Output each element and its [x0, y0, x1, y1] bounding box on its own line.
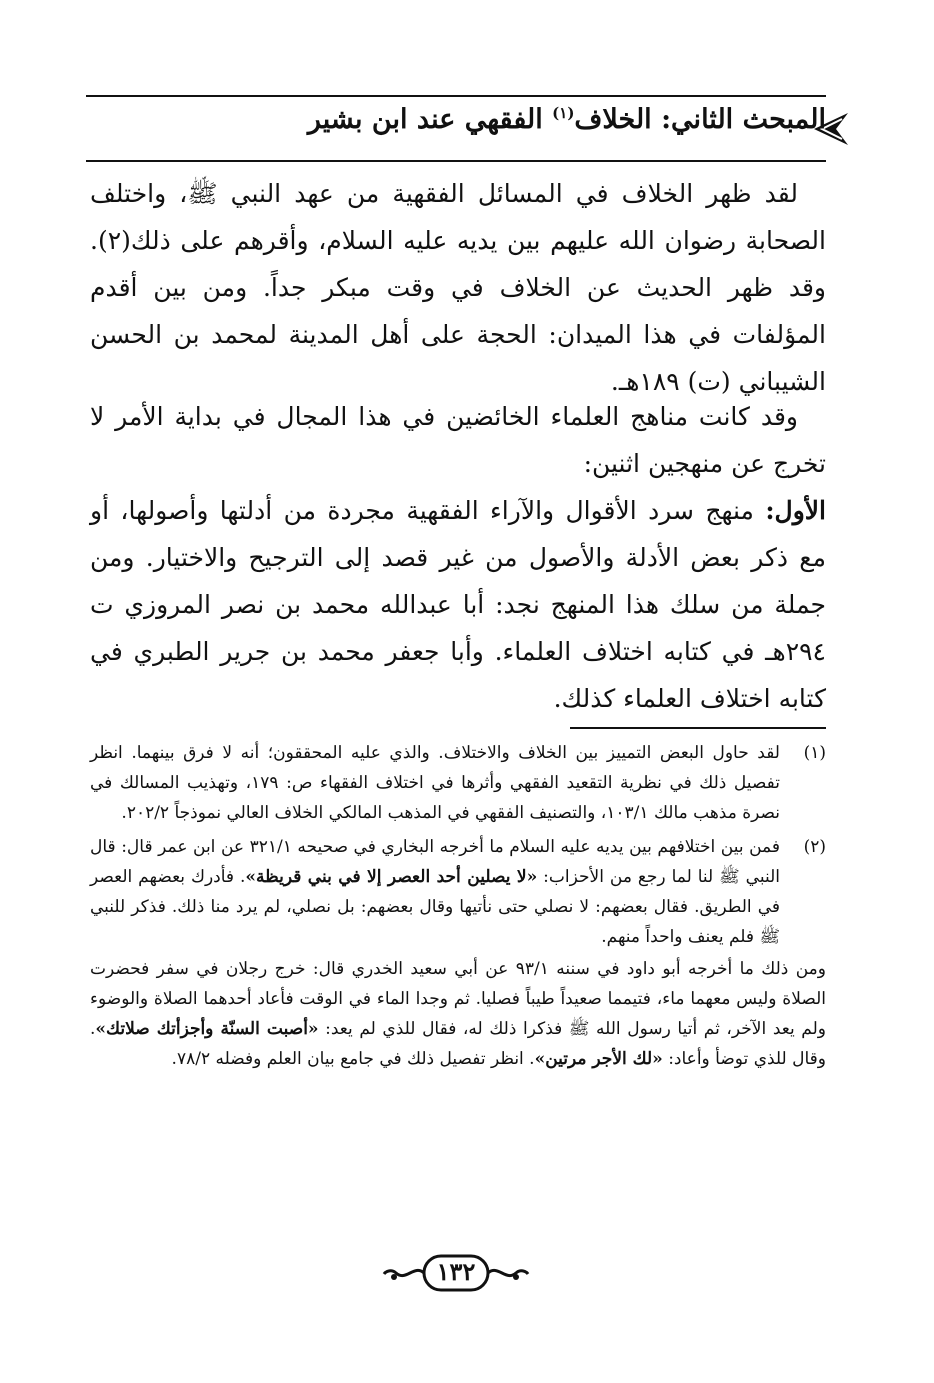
paragraph-2 — [90, 393, 826, 487]
footnote-2 — [90, 832, 826, 952]
title-part-1: المبحث الثاني: الخلاف — [574, 104, 826, 135]
paragraph-3-lead: الأول: — [765, 496, 826, 525]
footnote-1-number: (١) — [803, 743, 826, 763]
footnote-2-number: (٢) — [803, 837, 826, 857]
page-number: ١٣٢ — [436, 1257, 476, 1286]
paragraph-2-text: وقد كانت مناهج العلماء الخائضين في هذا المجال في بداية الأمر لا تخرج عن منهجين اثنين: — [90, 402, 826, 478]
footnote-1 — [90, 738, 826, 828]
footnote-2-para2-c: . انظر تفصيل ذلك في جامع بيان العلم وفضله ٧٨/٢. — [171, 1049, 535, 1069]
page-number-ornament — [380, 1252, 530, 1296]
header-bottom-rule — [86, 160, 826, 162]
footnote-2-quote-3: «لك الأجر مرتين» — [534, 1049, 663, 1069]
footnote-2-text-b: . فأدرك بعضهم العصر في الطريق. فقال بعضهم: لا نصلي حتى نأتيها وقال بعضهم: بل نصلي، لم يرد منا ذلك. فذكر للنبي ﷺ فلم يعنف واحداً منهم. — [90, 867, 780, 947]
paragraph-3 — [90, 487, 826, 722]
footnote-2-paragraph-2 — [90, 954, 826, 1074]
footnote-separator — [570, 727, 826, 729]
title-part-2: الفقهي عند ابن بشير — [307, 104, 553, 135]
paragraph-1-text: لقد ظهر الخلاف في المسائل الفقهية من عهد النبي ﷺ، واختلف الصحابة رضوان الله عليهم بين يديه عليه السلام، وأقرهم على ذلك(٢). وقد ظهر الحديث عن الخلاف في وقت مبكر جداً. ومن بين أقدم المؤلفات في هذا الميدان: الحجة على أهل المدينة لمحمد بن الحسن الشيباني (ت) ١٨٩هـ. — [90, 179, 826, 396]
paragraph-3-text: منهج سرد الأقوال والآراء الفقهية مجردة من أدلتها وأصولها، أو مع ذكر بعض الأدلة والأصول من غير قصد إلى الترجيح والاختيار. ومن جملة من سلك هذا المنهج نجد: أبا عبدالله محمد بن نصر المروزي ت ٢٩٤هـ في كتابه اختلاف العلماء. وأبا جعفر محمد بن جرير الطبري في كتابه اختلاف العلماء كذلك. — [90, 496, 826, 713]
section-title — [308, 104, 826, 135]
title-footnote-ref: (١) — [552, 104, 575, 122]
footnote-2-para2-a: ومن ذلك ما أخرجه أبو داود في سننه ٩٣/١ عن أبي سعيد الخدري قال: خرج رجلان في سفر فحضرت الصلاة وليس معهما ماء، فتيمما صعيداً طيباً فصليا. ثم وجدا الماء في الوقت فأعاد أحدهما الصلاة والوضوء ولم يعد الآخر، ثم أتيا رسول الله ﷺ فذكرا ذلك له، فقال للذي لم يعد: — [90, 959, 826, 1039]
footnote-2-para2-b: . وقال للذي توضأ وأعاد: — [90, 1019, 826, 1069]
header-top-rule — [86, 95, 826, 97]
footnote-1-text: لقد حاول البعض التمييز بين الخلاف والاختلاف. والذي عليه المحققون؛ أنه لا فرق بينهما. انظر تفصيل ذلك في نظرية التقعيد الفقهي وأثرها في اختلاف الفقهاء ص: ١٧٩، وتهذيب المسالك في نصرة مذهب مالك ١٠٣/١، والتصنيف الفقهي في المذهب المالكي الخلاف العالي نموذجاً ٢٠٢/٢. — [90, 743, 781, 823]
footnotes — [90, 738, 826, 1074]
footnote-2-text-a: فمن بين اختلافهم بين يديه عليه السلام ما أخرجه البخاري في صحيحه ٣٢١/١ عن ابن عمر قال: قال النبي ﷺ لنا لما رجع من الأحزاب: — [90, 837, 780, 887]
footnote-2-quote-2: «أصبت السنّة وأجزأتك صلاتك» — [95, 1019, 319, 1039]
paragraph-1 — [90, 170, 826, 405]
footnote-2-quote-1: «لا يصلين أحد العصر إلا في بني قريظة» — [245, 867, 538, 887]
